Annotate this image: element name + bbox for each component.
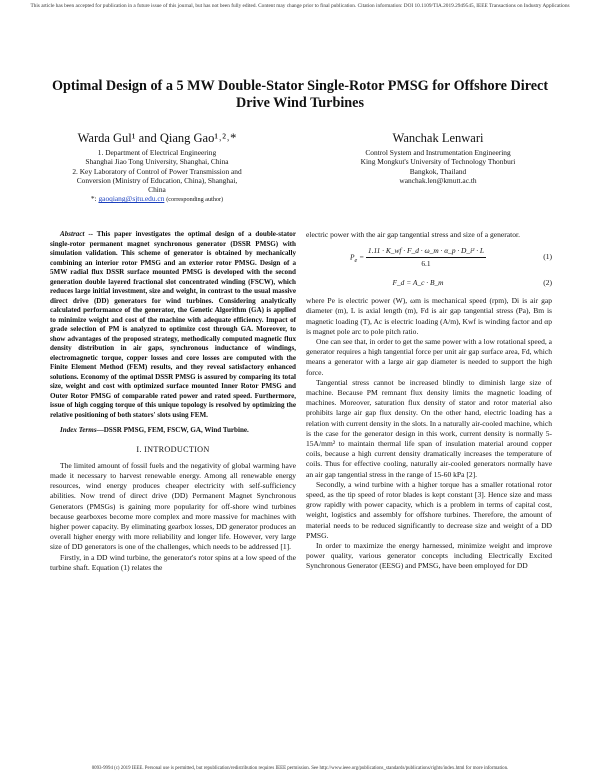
equation-2-label: (2) — [543, 278, 552, 288]
eq1-lhs-sub: e — [354, 257, 358, 264]
eq1-lhs: P — [349, 251, 355, 261]
corresponding-email — [38, 194, 276, 204]
author-block-right — [318, 131, 558, 185]
abstract-lead: Abstract — [60, 230, 85, 238]
paper-title — [40, 78, 560, 112]
right-paragraph-1: where Pe is electric power (W), ωm is mechanical speed (rpm), Di is air gap diameter (m), L is axial length (m), Fd is air gap tangential stress (Pa), Bm is magnetic loading (T), Ac is electric loading (A/m), Kwf is winding factor and αp is magnet pole arc to pole pitch ratio. — [306, 296, 552, 336]
email-link[interactable]: gaoqiang@sjtu.edu.cn — [98, 194, 165, 204]
eq1-denominator: 6.1 — [421, 258, 431, 268]
right-paragraph-0: electric power with the air gap tangential stress and size of a generator. — [306, 230, 520, 239]
publication-notice: This article has been accepted for publication in a future issue of this journal, but has not been fully edited. Content may change prior to final publication. Citation information: DOI 10.1109/TIA.2019.2949545, IEEE Transactions on Industry Applications — [30, 3, 570, 9]
affiliation-line: China — [148, 185, 166, 195]
equation-2-body: F_d = A_c · B_m — [392, 278, 444, 288]
right-column — [306, 230, 552, 572]
index-terms-lead: Index Terms — [60, 426, 97, 434]
author-names-left: Warda Gul¹ and Qiang Gao¹˒²˒* — [77, 131, 237, 145]
equation-1 — [306, 244, 552, 270]
title-line-2: Drive Wind Turbines — [236, 95, 364, 111]
index-terms-text: —DSSR PMSG, FEM, FSCW, GA, Wind Turbine. — [96, 426, 249, 434]
affiliation-line: 2. Key Laboratory of Control of Power Transmission and — [72, 166, 242, 176]
right-paragraph-5: In order to maximize the energy harnessed, minimize weight and improve power quality, various generator concepts including Electrically Excited Synchronous Generator (EESG) and PMSG, have been employed for DD — [306, 541, 552, 571]
index-terms — [50, 426, 296, 436]
affiliation-line: Shanghai Jiao Tong University, Shanghai, China — [85, 157, 229, 167]
right-paragraph-3: Tangential stress cannot be increased blindly to diminish large size of machine. Because PM remnant flux density limits the magnetic loading of machines. Moreover, saturation flux density of stator and rotor material also prohibits large air gap flux density. On the other hand, electric loading has a relation with current density in the slots. In a naturally air-cooled machine, which is the case for the generator design in this work, current density is normally 5-15A/mm² to maintain thermal life span of insulation material around copper coils, because a high current density dramatically increases the temperature of coils. Thus for effective cooling, naturally air-cooled generators normally have an air gap tangential stress in the range of 15-60 kPa [2]. — [306, 377, 552, 479]
affiliation-line: 1. Department of Electrical Engineering — [97, 148, 217, 157]
equation-1-body: $P_e$ = $\frac{\text{1.11 · K\_wf · F\_d · ω\_m · α\_p · D\_i² · L}}{6.1}$ — [349, 245, 485, 268]
eq1-numerator: 1.11 · K_wf · F_d · ω_m · α_p · D_i² · L — [366, 246, 486, 258]
intro-paragraph-2: Firstly, in a DD wind turbine, the generator's rotor spins at a low speed of the turbine shaft. Equation (1) relates the — [50, 552, 296, 572]
intro-paragraph-1: The limited amount of fossil fuels and the negativity of global warming have made it necessary to harvest renewable energy. Among all renewable energy resources, wind energy produces cheaper electricity with self-sufficiency abilities. Now trend of direct drive (DD) Permanent Magnet Synchronous Generators (PMSGs) is gaining more popularity for off-shore wind turbines because gearboxes become more complex and more massive for machines with higher power capacity. By eliminating gearbox losses, DD generator produces an overall higher energy with more reliability and longer life. However, very large size of DD generators is one of the challenges, which needs to be addressed [1]. — [50, 460, 296, 552]
section-heading: I. INTRODUCTION — [136, 444, 210, 454]
corresponding-note: (corresponding author) — [166, 196, 224, 204]
affiliation-line: King Mongkut's University of Technology Thonburi — [360, 157, 516, 167]
author-name-right: Wanchak Lenwari — [392, 131, 484, 145]
title-line-1: Optimal Design of a 5 MW Double-Stator Single-Rotor PMSG for Offshore Direct — [51, 78, 549, 94]
affiliation-line: Bangkok, Thailand — [409, 166, 467, 176]
author-block-left — [38, 131, 276, 205]
right-paragraph-2: One can see that, in order to get the same power with a low rotational speed, a generator requires a high tangential force per unit air gap surface area, Fd, which means a generator with a large air gap diameter is needed to support the high force. — [306, 337, 552, 377]
eq1-fraction — [366, 246, 486, 269]
right-paragraph-4: Secondly, a wind turbine with a higher torque has a smaller rotational rotor speed, as the tip speed of rotor blades is kept constant [3]. Hence size and mass grow rapidly with power capacity, which is a problem in terms of capital cost, weight, logistics and assembly for offshore turbines. Therefore, the amount of material needs to be reduced significantly to decrease size and weight of a DD PMSG. — [306, 479, 552, 540]
email-prefix: *: — [90, 194, 99, 204]
copyright-footer: 0093-9994 (c) 2019 IEEE. Personal use is permitted, but republication/redistribution requires IEEE permission. See http://www.ieee.org/publications_standards/publications/rights/index.html for more information. — [91, 766, 509, 771]
abstract — [50, 230, 296, 420]
equation-1-label: (1) — [543, 252, 552, 262]
author-email-right: wanchak.len@kmutt.ac.th — [399, 175, 477, 185]
affiliation-line: Conversion (Ministry of Education, China), Shanghai, — [76, 175, 238, 185]
affiliation-line: Control System and Instrumentation Engineering — [365, 148, 511, 157]
left-column — [50, 230, 296, 573]
abstract-text: -- This paper investigates the optimal design of a double-stator single-rotor permanent magnet synchronous generator (DSSR PMSG) with simulation validation. This scheme of generator is obtained by mechanically combining an interior rotor PMSG and an exterior rotor PMSG. Design of a 5MW radial flux DSSR surface mounted PMSG is developed with the second generation double layered fractional slot concentrated winding (FSCW), which reduces large initial investment, size and weight, in contrast to the usual massive direct drive (DD) generators for wind turbines. Considering analytically calculated performance of the generator, the Genetic Algorithm (GA) is applied to minimize weight and cost of the machine with adequate efficiency. Impact of grade selection of PM is analyzed to optimize cost through GA. Moreover, to show advantages of the proposed strategy, methodically computed magnetic flux density distribution in air gaps, synchronous inductance of windings, electromagnetic torque, copper losses and core losses are computed with the Finite Element Method (FEM) results, and they reveal satisfactory enhanced solutions. Economy of the optimal DSSR PMSG is assured by comparing its total size, weight and cost with optimized surface mounted Inner Rotor PMSG and Outer Rotor PMSG of comparable rated power and rated speed. Furthermore, issue of high cogging torque of this unique topology is resolved by optimizing the relative positioning of both stators' slots using FEM. — [50, 230, 296, 419]
equation-2 — [306, 274, 552, 292]
